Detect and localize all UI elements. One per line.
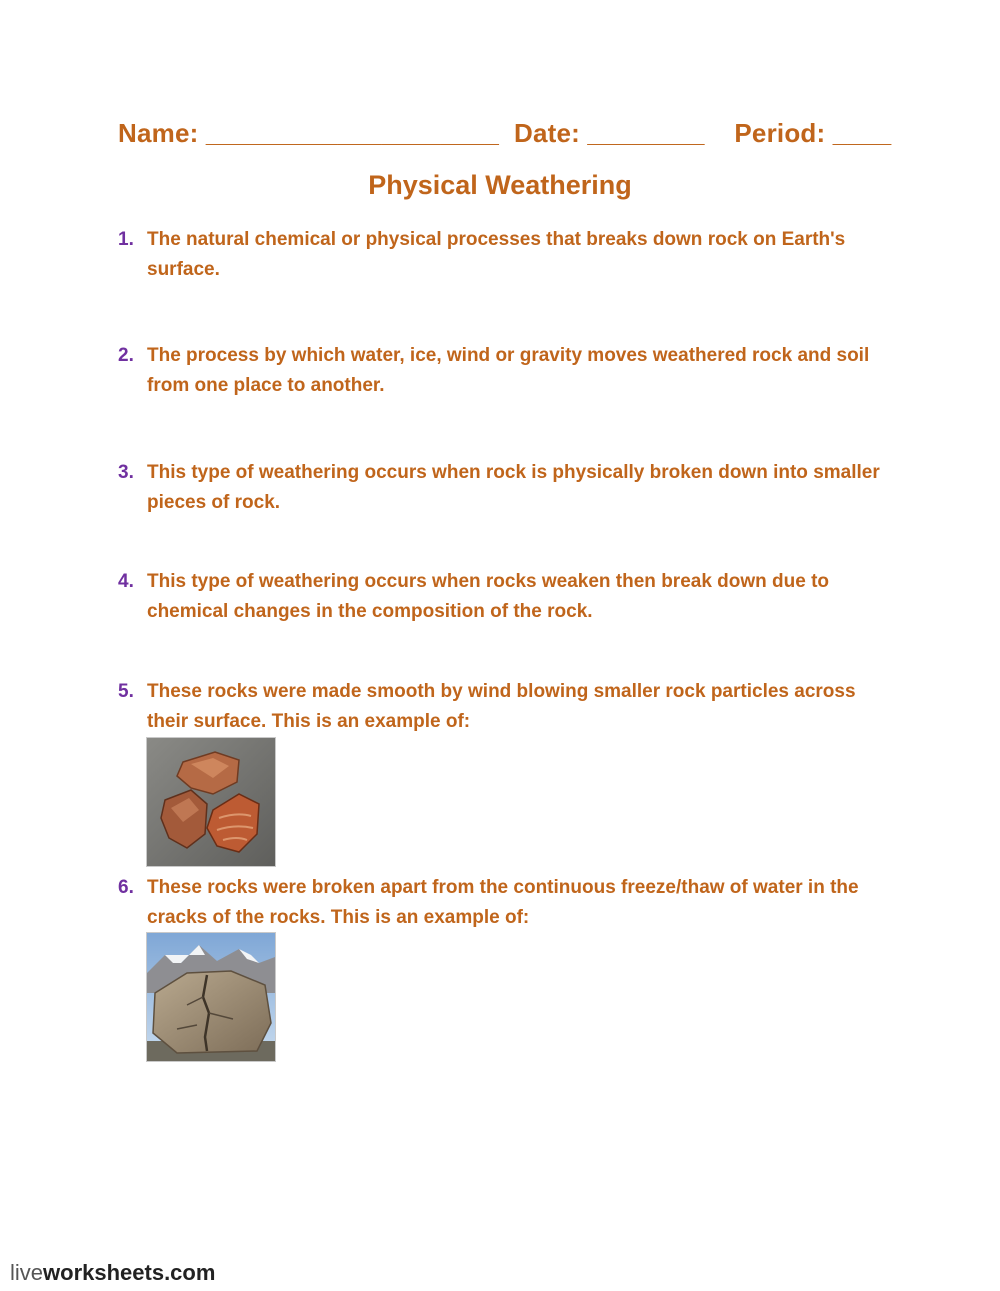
wind-abraded-rocks-image — [146, 737, 276, 867]
question-number: 6. — [118, 877, 134, 898]
question-2 — [118, 341, 898, 401]
question-text: These rocks were made smooth by wind blowing smaller rock particles across their surface. This is an example of: — [147, 681, 856, 732]
question-4 — [118, 567, 898, 627]
question-text: The process by which water, ice, wind or gravity moves weathered rock and soil from one place to another. — [147, 345, 870, 396]
question-number: 1. — [118, 229, 134, 250]
question-text: This type of weathering occurs when rock is physically broken down into smaller pieces of rock. — [147, 462, 880, 513]
question-5 — [118, 677, 898, 737]
question-6 — [118, 873, 898, 933]
question-text: These rocks were broken apart from the continuous freeze/thaw of water in the cracks of the rocks. This is an example of: — [147, 877, 859, 928]
question-text: The natural chemical or physical processes that breaks down rock on Earth's surface. — [147, 229, 846, 280]
page-title: Physical Weathering — [368, 170, 632, 200]
liveworksheets-logo — [10, 1260, 215, 1286]
name-field-label: Name: ____________________ — [118, 118, 500, 148]
frost-wedging-rock-image — [146, 932, 276, 1062]
question-number: 4. — [118, 571, 134, 592]
question-number: 3. — [118, 462, 134, 483]
question-1 — [118, 225, 898, 285]
logo-live-text: live — [10, 1260, 44, 1285]
question-text: This type of weathering occurs when rocks weaken then break down due to chemical changes in the composition of the rock. — [147, 571, 830, 622]
date-field-label: Date: ________ — [513, 118, 705, 148]
period-field-label: Period: ____ — [734, 118, 892, 148]
question-3 — [118, 458, 898, 518]
question-number: 5. — [118, 681, 134, 702]
question-number: 2. — [118, 345, 134, 366]
logo-worksheets-text: worksheets.com — [43, 1260, 216, 1285]
header-fields — [118, 118, 898, 149]
